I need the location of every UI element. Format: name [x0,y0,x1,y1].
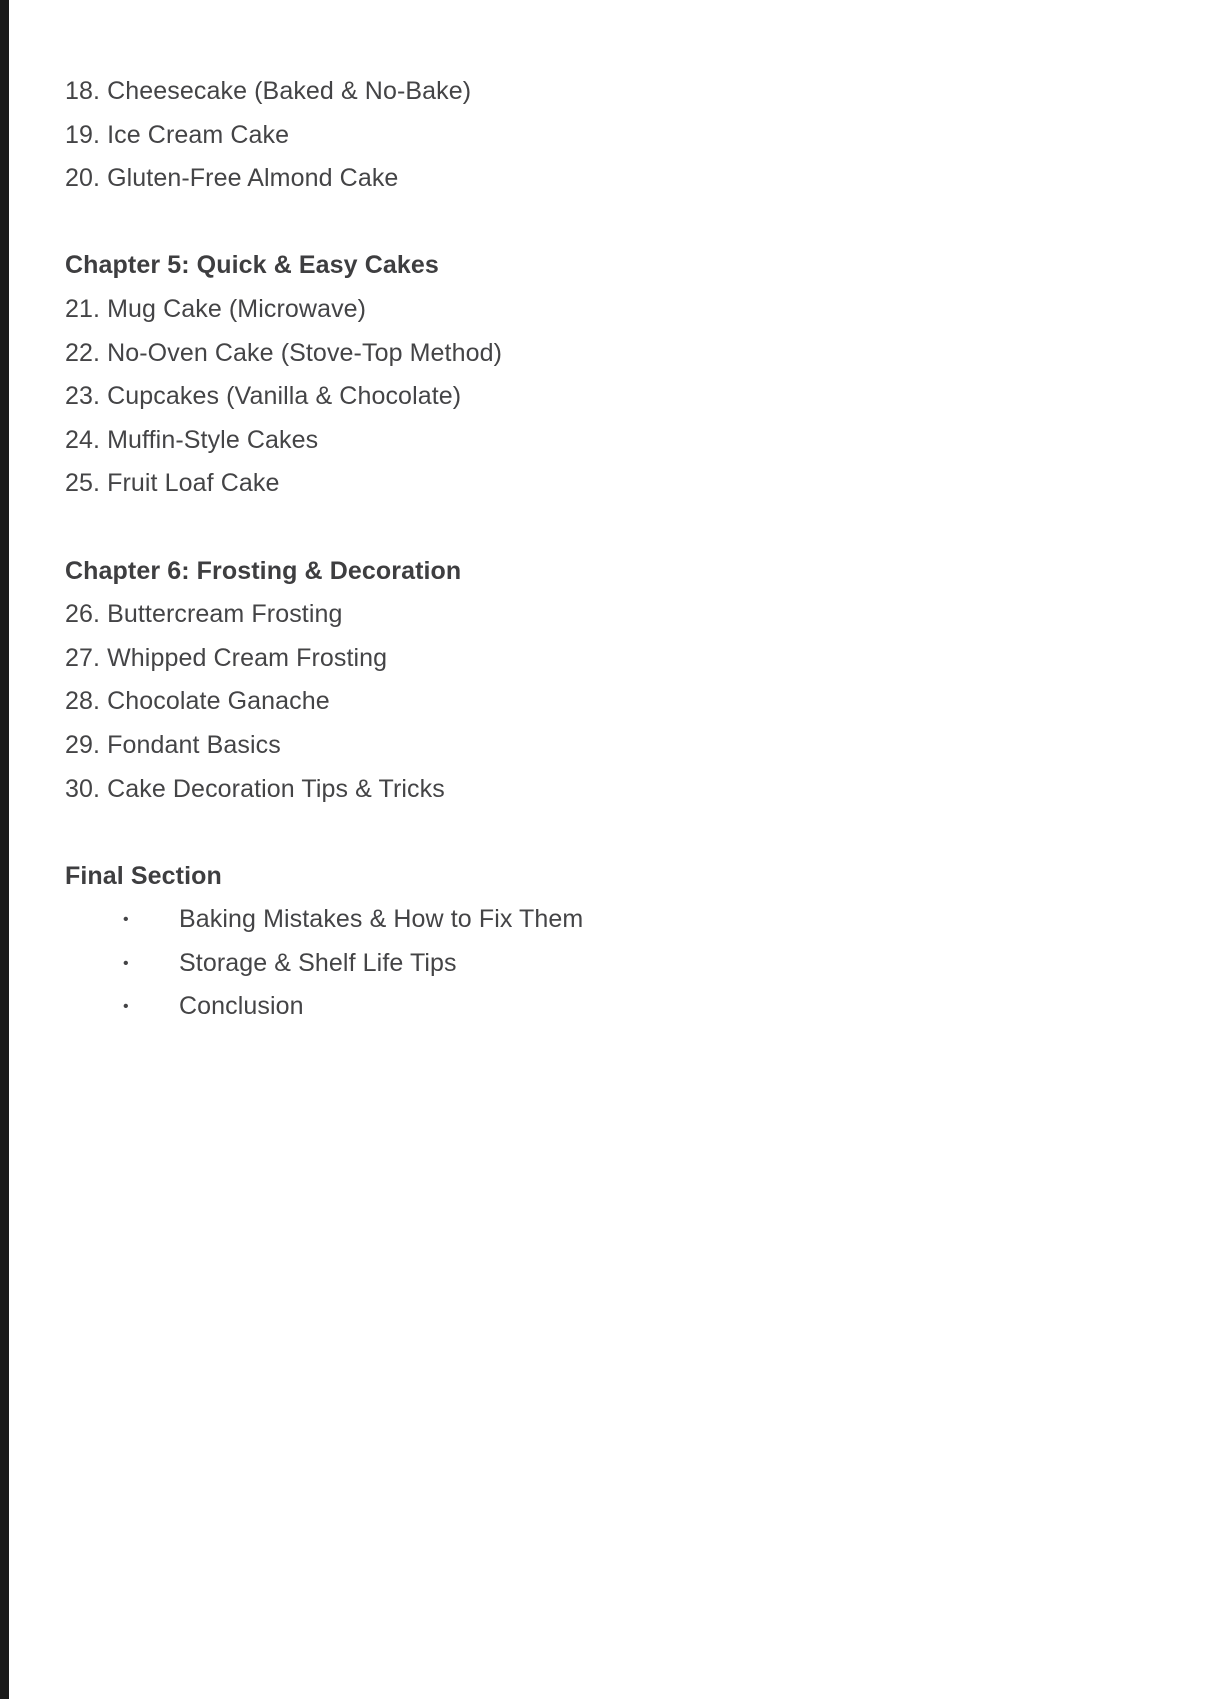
bullet-list-item [65,985,1165,1029]
list-item: 27. Whipped Cream Frosting [65,643,388,672]
bullet-icon: • [123,998,129,1016]
list-item: 28. Chocolate Ganache [65,687,330,716]
table-of-contents [65,70,1165,1029]
list-item: 30. Cake Decoration Tips & Tricks [65,774,445,803]
spacer [65,201,1165,245]
bullet-icon: • [123,911,129,929]
list-item: 29. Fondant Basics [65,730,281,759]
list-item: 21. Mug Cake (Microwave) [65,294,367,323]
document-page[interactable] [9,0,1230,1699]
list-item: 18. Cheesecake (Baked & No-Bake) [65,77,472,105]
spacer [65,506,1165,550]
bullet-list-item [65,898,1165,942]
list-item: 24. Muffin-Style Cakes [65,425,319,454]
list-item: 25. Fruit Loaf Cake [65,469,280,498]
left-window-edge [0,0,9,1699]
list-item: 20. Gluten-Free Almond Cake [65,164,399,193]
bullet-item-label: Conclusion [179,992,304,1021]
section-heading: Final Section [65,861,222,890]
list-item: 22. No-Oven Cake (Stove-Top Method) [65,338,503,367]
spacer [65,811,1165,855]
list-item: 19. Ice Cream Cake [65,120,290,149]
list-item: 23. Cupcakes (Vanilla & Chocolate) [65,382,462,411]
bullet-list-item [65,942,1165,986]
bullet-icon: • [123,954,129,972]
bullet-item-label: Baking Mistakes & How to Fix Them [179,905,584,934]
list-item: 26. Buttercream Frosting [65,600,343,629]
bullet-item-label: Storage & Shelf Life Tips [179,948,457,977]
chapter-heading: Chapter 6: Frosting & Decoration [65,556,462,585]
chapter-heading: Chapter 5: Quick & Easy Cakes [65,251,439,280]
